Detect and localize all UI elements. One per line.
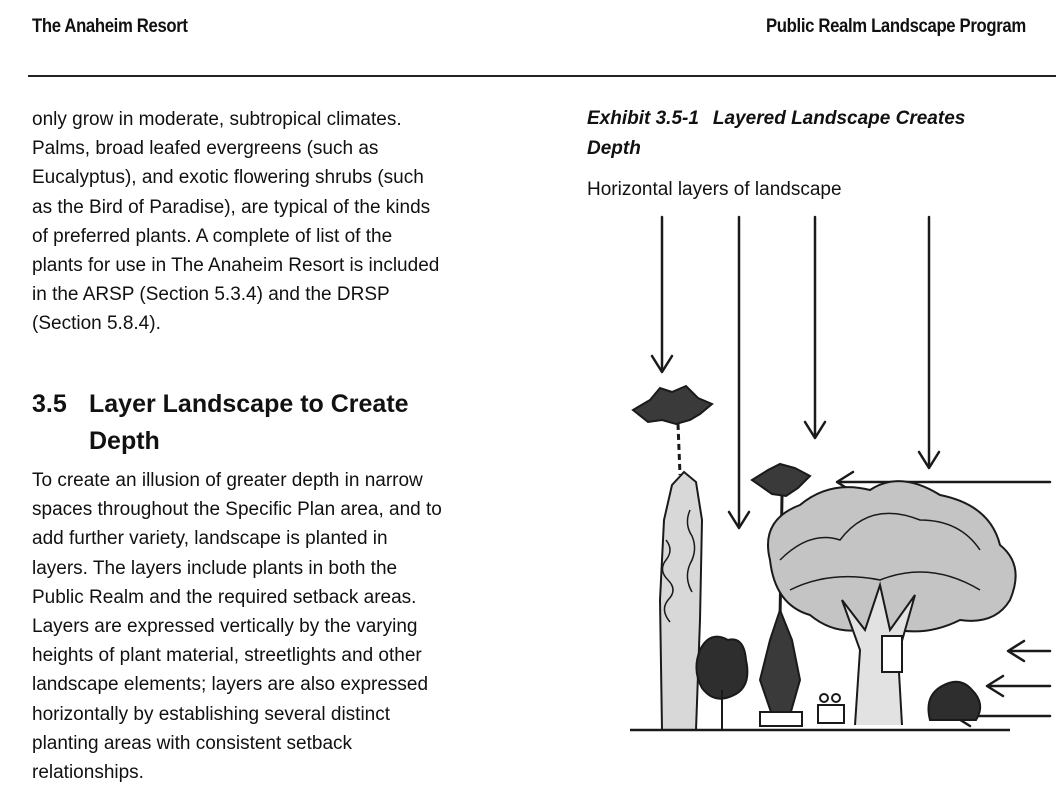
text-line: layers. The layers include plants in both the bbox=[32, 557, 398, 579]
section-title-line: Depth bbox=[89, 427, 160, 455]
exhibit-caption: Horizontal layers of landscape bbox=[587, 179, 842, 200]
text-line: planting areas with consistent setback bbox=[32, 732, 353, 754]
header-left-title: The Anaheim Resort bbox=[32, 16, 188, 37]
layered-landscape-illustration bbox=[600, 205, 1056, 792]
text-line: add further variety, landscape is planted in bbox=[32, 528, 388, 550]
header-right-title: Public Realm Landscape Program bbox=[766, 16, 1026, 37]
vertical-arrow bbox=[652, 217, 672, 372]
text-line: heights of plant material, streetlights and other bbox=[32, 645, 422, 667]
conical-shrub bbox=[760, 610, 802, 726]
text-line: Palms, broad leafed evergreens (such as bbox=[32, 138, 379, 160]
paragraph-layers bbox=[32, 466, 522, 787]
exhibit-title-line: Depth bbox=[587, 138, 641, 159]
text-line: horizontally by establishing several distinct bbox=[32, 703, 391, 725]
horizontal-arrow bbox=[987, 676, 1050, 696]
exhibit-title-line bbox=[587, 104, 1047, 134]
exhibit-title bbox=[587, 104, 1047, 164]
text-line: plants for use in The Anaheim Resort is included bbox=[32, 254, 440, 276]
vertical-arrow bbox=[729, 217, 749, 528]
text-line: Eucalyptus), and exotic flowering shrubs (such bbox=[32, 167, 424, 189]
text-line: Layers are expressed vertically by the varying bbox=[32, 615, 418, 637]
section-title-line: Layer Landscape to Create bbox=[89, 390, 409, 418]
horizontal-arrow bbox=[1008, 641, 1050, 661]
exhibit-label: Exhibit 3.5-1 bbox=[587, 108, 699, 129]
vertical-arrow bbox=[805, 217, 825, 438]
section-title bbox=[89, 386, 509, 460]
section-number: 3.5 bbox=[32, 390, 67, 418]
text-line: of preferred plants. A complete of list of the bbox=[32, 225, 393, 247]
text-line: only grow in moderate, subtropical climates. bbox=[32, 109, 402, 130]
paragraph-plants bbox=[32, 105, 522, 339]
exhibit-title-text: Layered Landscape Creates bbox=[712, 108, 966, 129]
header-rule bbox=[28, 75, 1056, 77]
text-line: To create an illusion of greater depth in narrow bbox=[32, 470, 423, 491]
text-line: as the Bird of Paradise), are typical of the kinds bbox=[32, 196, 431, 218]
text-line: landscape elements; layers are also expressed bbox=[32, 674, 429, 696]
canopy-tree bbox=[768, 481, 1016, 725]
text-line: relationships. bbox=[32, 761, 144, 783]
vertical-arrow bbox=[919, 217, 939, 468]
small-tree bbox=[696, 637, 747, 730]
text-line: spaces throughout the Specific Plan area, and to bbox=[32, 499, 442, 521]
right-shrub bbox=[929, 682, 981, 720]
text-line: Public Realm and the required setback areas. bbox=[32, 586, 417, 608]
text-line: in the ARSP (Section 5.3.4) and the DRSP bbox=[32, 284, 390, 306]
bench-figures bbox=[818, 694, 844, 723]
text-line: (Section 5.8.4). bbox=[32, 313, 161, 335]
